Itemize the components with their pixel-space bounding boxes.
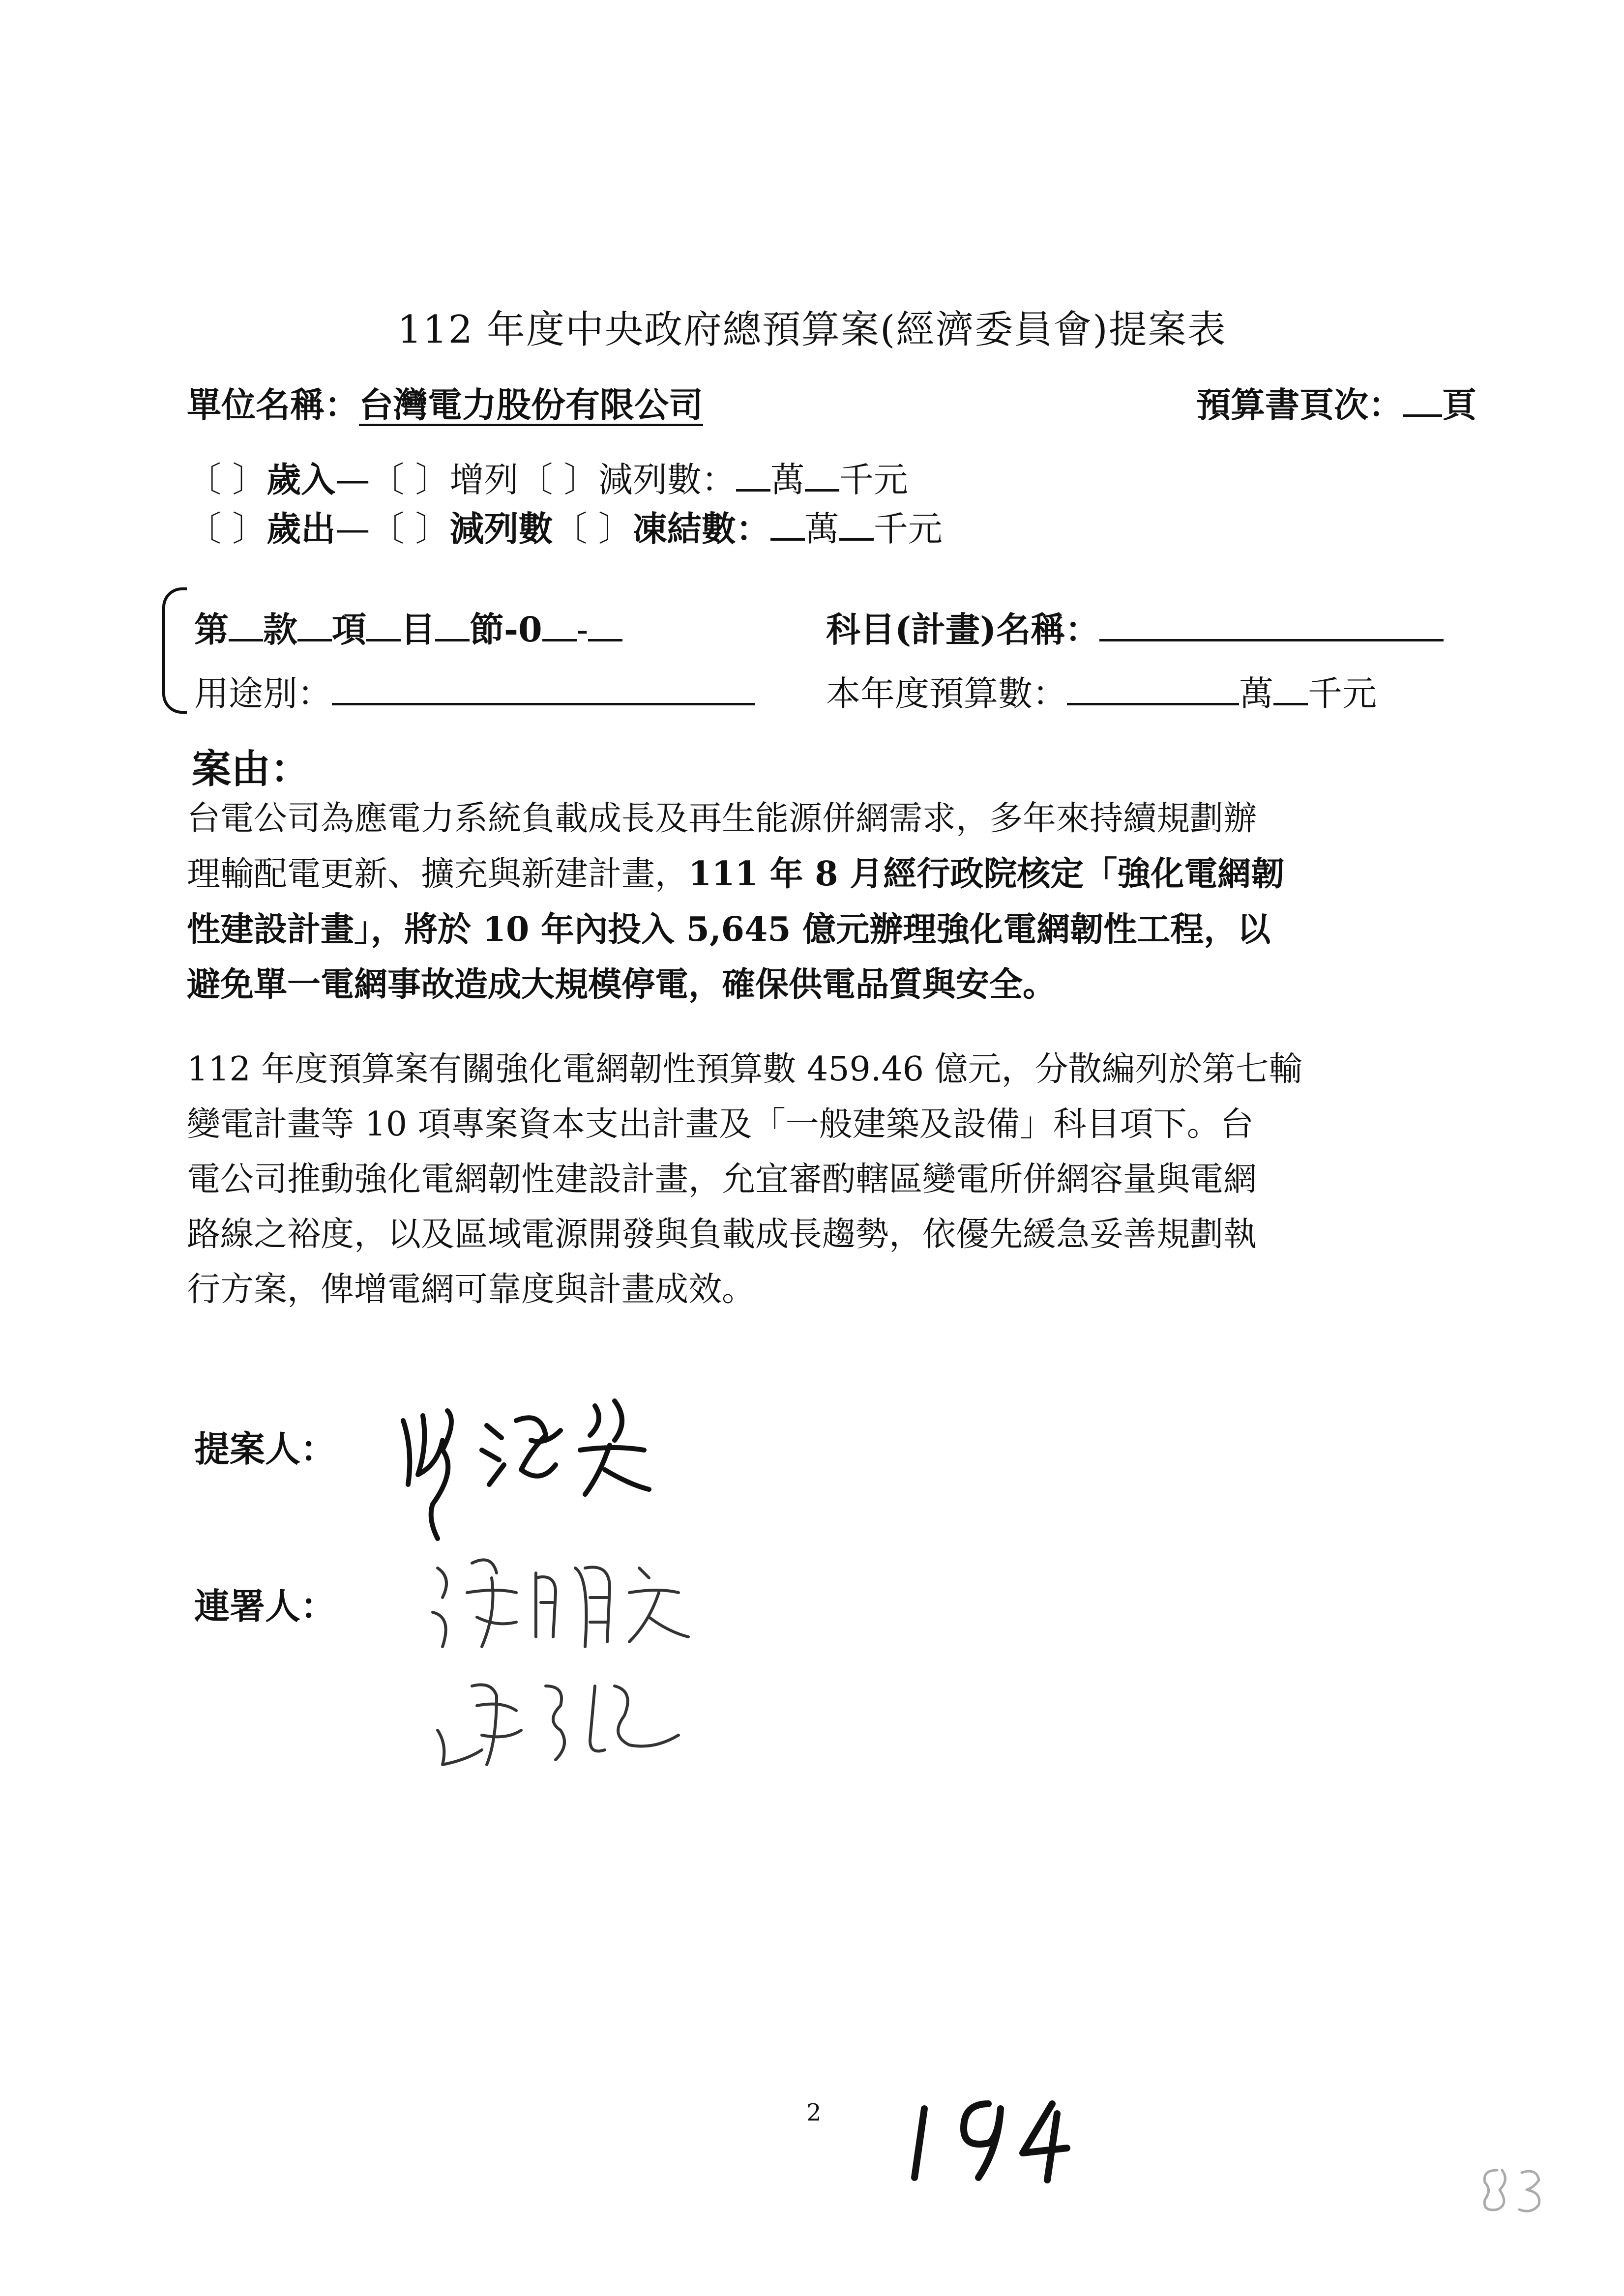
paragraph-line: 變電計畫等 10 項專案資本支出計畫及「一般建築及設備」科目項下。台: [187, 1105, 1254, 1144]
decrease-option: 減列數：: [598, 460, 736, 500]
proposer-signature: [384, 1391, 688, 1548]
qian-unit: 千元: [839, 460, 908, 500]
checkbox[interactable]: 〔 〕: [518, 460, 598, 500]
subject-field: [826, 602, 1444, 652]
subject-blank[interactable]: [1099, 607, 1444, 642]
kuan-blank[interactable]: [229, 607, 263, 642]
revenue-line: [187, 452, 908, 502]
purpose-label: 用途別：: [194, 673, 332, 714]
unit-name: 台灣電力股份有限公司: [359, 384, 703, 425]
unit-field: [187, 378, 703, 427]
mu-label: 目: [401, 609, 435, 650]
purpose-blank[interactable]: [332, 670, 755, 706]
checkbox[interactable]: 〔 〕: [553, 509, 633, 549]
paragraph-line: 112 年度預算案有關強化電網韌性預算數 459.46 億元，分散編列於第七輸: [187, 1050, 1302, 1089]
form-title: 112 年度中央政府總預算案(經濟委員會)提案表: [397, 308, 1227, 352]
budget-page-suffix: 頁: [1442, 384, 1476, 425]
expense-line: [187, 501, 943, 551]
item-line: [194, 602, 622, 652]
xiang-label: 項: [332, 609, 366, 650]
wan-unit: 萬: [770, 460, 805, 500]
freeze-option: 凍結數：: [632, 508, 770, 549]
jie-sub-blank[interactable]: [542, 607, 577, 642]
budget-wan-blank[interactable]: [1067, 670, 1239, 706]
paragraph-segment-bold: 111 年 8 月經行政院核定「強化電網韌: [688, 854, 1285, 894]
unit-label: 單位名稱：: [187, 384, 359, 425]
jie-sub-blank-2[interactable]: [588, 607, 622, 642]
paragraph-line: [187, 846, 1446, 902]
paragraph-segment: 理輸配電更新、擴充與新建計畫，: [187, 855, 689, 894]
dash: —: [335, 460, 370, 500]
xiang-blank[interactable]: [297, 607, 332, 642]
dash: -: [576, 610, 589, 650]
wan-unit: 萬: [804, 509, 839, 549]
wan-blank[interactable]: [736, 457, 770, 492]
cosigner-label: 連署人：: [194, 1585, 336, 1627]
mu-blank[interactable]: [366, 607, 401, 642]
dash: —: [335, 509, 370, 549]
reason-paragraph-1: [187, 791, 1446, 1012]
decrease-option: 減列數: [449, 508, 553, 549]
purpose-field: [194, 666, 755, 716]
expense-label: 歲出: [266, 508, 336, 549]
budget-page-blank[interactable]: [1403, 382, 1442, 417]
qian-unit: 千元: [1308, 673, 1377, 714]
subject-label: 科目(計畫)名稱：: [826, 609, 1100, 650]
checkbox[interactable]: 〔 〕: [187, 509, 267, 549]
budget-page-label: 預算書頁次：: [1196, 384, 1403, 425]
jie-blank[interactable]: [435, 607, 470, 642]
budget-amount-label: 本年度預算數：: [826, 673, 1067, 714]
page-number: 2: [806, 2099, 822, 2126]
reason-heading: 案由：: [192, 746, 310, 792]
paragraph-line: 台電公司為應電力系統負載成長及再生能源併網需求，多年來持續規劃辦: [187, 799, 1257, 838]
budget-qian-blank[interactable]: [1273, 670, 1308, 706]
budget-amount-field: [826, 666, 1377, 716]
wan-blank[interactable]: [770, 506, 805, 541]
jie-label: 節-0: [470, 609, 542, 650]
budget-page-field: [1196, 378, 1476, 427]
qian-blank[interactable]: [805, 457, 839, 492]
left-brace: [162, 587, 187, 714]
increase-option: 增列: [449, 460, 519, 500]
checkbox[interactable]: 〔 〕: [370, 460, 450, 500]
paragraph-line: 電公司推動強化電網韌性建設計畫，允宜審酌轄區變電所併網容量與電網: [187, 1160, 1257, 1199]
wan-unit: 萬: [1239, 673, 1273, 714]
di-label: 第: [194, 609, 229, 650]
proposer-label: 提案人：: [194, 1428, 336, 1470]
checkbox[interactable]: 〔 〕: [187, 460, 267, 500]
paragraph-line: 避免單一電網事故造成大規模停電，確保供電品質與安全。: [187, 965, 1057, 1004]
qian-unit: 千元: [873, 509, 943, 549]
revenue-label: 歲入: [266, 459, 336, 500]
faint-page-number: [1468, 2160, 1566, 2219]
cosigner-signature-2: [423, 1666, 738, 1774]
kuan-label: 款: [263, 609, 297, 650]
reason-paragraph-2: [187, 1042, 1446, 1317]
paragraph-line: 行方案，俾增電網可靠度與計畫成效。: [187, 1270, 756, 1309]
paragraph-line: 路線之裕度，以及區域電源開發與負載成長趨勢，依優先緩急妥善規劃執: [187, 1215, 1257, 1254]
paragraph-line: 性建設計畫」，將於 10 年內投入 5,645 億元辦理強化電網韌性工程，以: [187, 910, 1271, 949]
handwritten-page-number: [905, 2074, 1111, 2187]
cosigner-signature-1: [423, 1548, 718, 1666]
qian-blank[interactable]: [839, 506, 874, 541]
checkbox[interactable]: 〔 〕: [370, 509, 450, 549]
